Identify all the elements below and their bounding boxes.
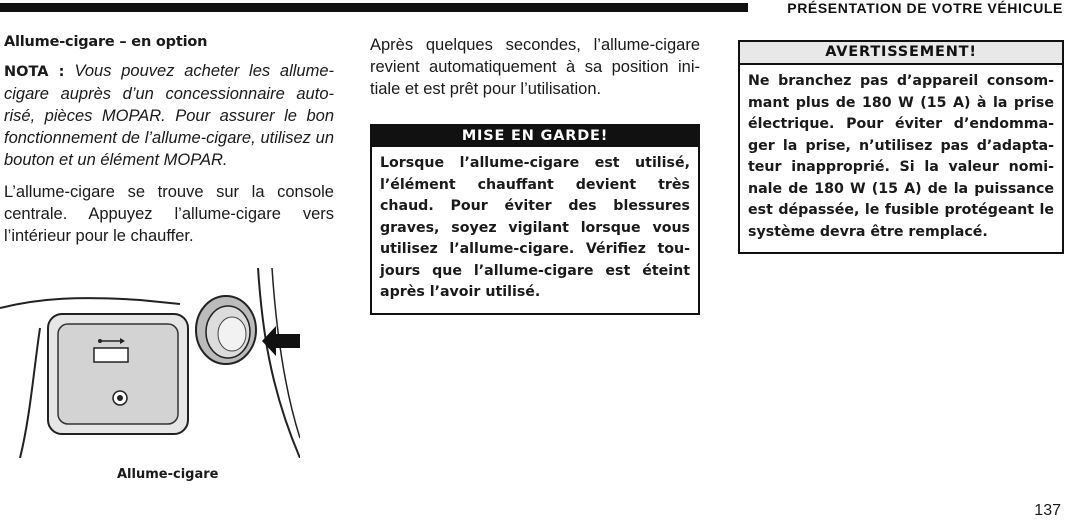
warning-text: Ne branchez pas d’appareil consom-mant plus de 180 W (15 A) à la prise électrique. Pour éviter d’endomma-ger la prise, n’utilisez pas d’adapta-teur inapproprié. Si la valeur nomi-nale de 180 W (15 A) de la puissance est dépassée, le fusible protégeant le système devra être remplacé. bbox=[748, 73, 1054, 240]
note-text: Vous pouvez acheter les allume-cigare auprès d’un concessionnaire auto-risé, pièces MOPAR. Pour assurer le bon fonctionnement de l’allume-cigare, utilisez un bouton et un élément MOPAR. bbox=[4, 62, 334, 169]
body-paragraph: Après quelques secondes, l’allume-cigare revient automatiquement à sa position ini-tiale et est prêt pour l’utilisation. bbox=[370, 36, 700, 98]
cigar-lighter-figure bbox=[0, 268, 300, 458]
figure-caption: Allume-cigare bbox=[117, 467, 219, 482]
warning-title: AVERTISSEMENT! bbox=[740, 42, 1062, 65]
section-title: Allume-cigare – en option bbox=[4, 34, 208, 50]
note-paragraph bbox=[4, 60, 334, 171]
cigar-lighter-knob bbox=[196, 296, 256, 364]
caution-title: MISE EN GARDE! bbox=[372, 126, 698, 147]
running-header: PRÉSENTATION DE VOTRE VÉHICULE bbox=[787, 0, 1063, 16]
header-bar bbox=[0, 3, 748, 12]
caution-text: Lorsque l’allume-cigare est utilisé, l’élément chauffant devient très chaud. Pour éviter des blessures graves, soyez vigilant lorsque vous utilisez l’allume-cigare. Vérifiez tou-jours que l’allume-cigare est éteint après l’avoir utilisé. bbox=[380, 155, 690, 300]
page-number: 137 bbox=[1034, 502, 1061, 519]
caution-box bbox=[370, 124, 700, 315]
note-label: NOTA : bbox=[4, 64, 65, 80]
middle-column bbox=[370, 34, 700, 315]
usb-icon bbox=[94, 338, 128, 362]
left-column bbox=[4, 34, 334, 257]
body-paragraph: L’allume-cigare se trouve sur la console centrale. Appuyez l’allume-cigare vers l’intérieur pour le chauffer. bbox=[4, 183, 334, 245]
warning-box bbox=[738, 40, 1064, 254]
right-column bbox=[738, 40, 1064, 254]
